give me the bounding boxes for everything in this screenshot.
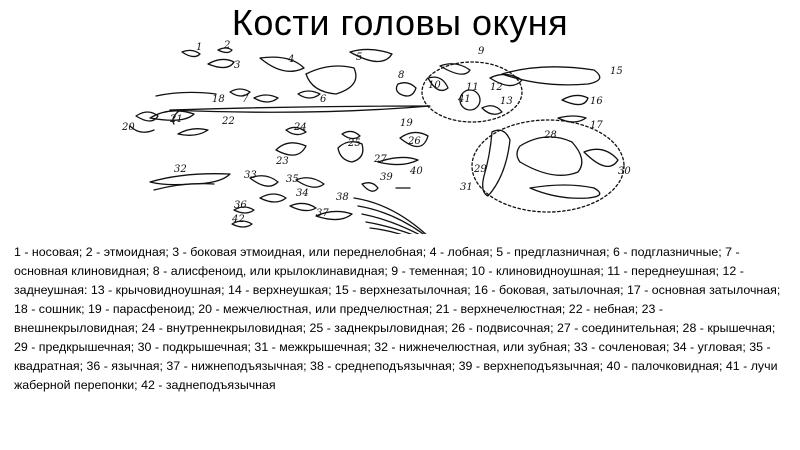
label-13: 13 xyxy=(500,96,513,107)
label-15: 15 xyxy=(610,66,623,77)
label-6: 6 xyxy=(320,94,327,105)
label-17: 17 xyxy=(590,120,603,131)
label-36: 36 xyxy=(234,200,247,211)
label-38: 38 xyxy=(336,192,349,203)
label-9: 9 xyxy=(478,46,485,57)
label-39: 39 xyxy=(380,172,393,183)
label-16: 16 xyxy=(590,96,603,107)
label-3: 3 xyxy=(234,60,241,71)
label-22: 22 xyxy=(222,116,235,127)
label-41: 41 xyxy=(458,94,471,105)
label-11: 11 xyxy=(466,82,479,93)
label-24: 24 xyxy=(294,122,307,133)
label-30: 30 xyxy=(618,166,631,177)
label-42: 42 xyxy=(232,214,245,225)
label-7: 7 xyxy=(242,94,249,105)
page-title: Кости головы окуня xyxy=(231,2,569,43)
label-4: 4 xyxy=(288,54,295,65)
label-37: 37 xyxy=(316,208,329,219)
label-34: 34 xyxy=(296,188,309,199)
label-31: 31 xyxy=(460,182,473,193)
perch-skull-bones-drawing xyxy=(110,38,670,234)
label-2: 2 xyxy=(224,40,231,51)
label-29: 29 xyxy=(474,164,487,175)
label-23: 23 xyxy=(276,156,289,167)
bone-shapes xyxy=(130,48,624,234)
label-18: 18 xyxy=(212,94,225,105)
label-5: 5 xyxy=(356,52,363,63)
label-25: 25 xyxy=(348,138,361,149)
label-26: 26 xyxy=(408,136,421,147)
label-27: 27 xyxy=(374,154,387,165)
label-21: 21 xyxy=(170,114,183,125)
label-20: 20 xyxy=(122,122,135,133)
label-33: 33 xyxy=(244,170,257,181)
label-40: 40 xyxy=(410,166,423,177)
label-28: 28 xyxy=(544,130,557,141)
label-12: 12 xyxy=(490,82,503,93)
bone-legend: 1 - носовая; 2 - этмоидная; 3 - боковая этмоидная, или переднелобная; 4 - лобная; 5 - предглазничная; 6 - подглазничные; 7 - основная клиновидная; 8 - алисфеноид, или крылоклинавидная; 9 - теменная; 10 - клиновидноушная; 11 - переднеушная; 12 - заднеушная: 13 - крычовидноушная; 14 - верхнеушкая; 15 - верхнезатылочная; 16 - боковая, затылочная; 17 - основная затылочная; 18 - сошник; 19 - парасфеноид; 20 - межчелюстная, или предчелюстная; 21 - верхнечелюстная; 22 - небная; 23 - внешнекрыловидная; 24 - внутреннекрыловидная; 25 - заднекрыловидная; 26 - подвисочная; 27 - соединительная; 28 - крышечная; 29 - предкрышечная; 30 - подкрышечная; 31 - межкрышечная; 32 - нижнечелюстная, или зубная; 33 - сочленовая; 34 - угловая; 35 - квадратная; 36 - язычная; 37 - нижнеподъязычная; 38 - среднеподъязычная; 39 - верхнеподъязычная; 40 - палочковидная; 41 - лучи жаберной перепонки; 42 - заднеподъязычная xyxy=(14,245,781,392)
label-1: 1 xyxy=(196,42,203,53)
label-32: 32 xyxy=(174,164,187,175)
label-8: 8 xyxy=(398,70,405,81)
label-19: 19 xyxy=(400,118,413,129)
label-35: 35 xyxy=(286,174,299,185)
label-10: 10 xyxy=(428,80,441,91)
